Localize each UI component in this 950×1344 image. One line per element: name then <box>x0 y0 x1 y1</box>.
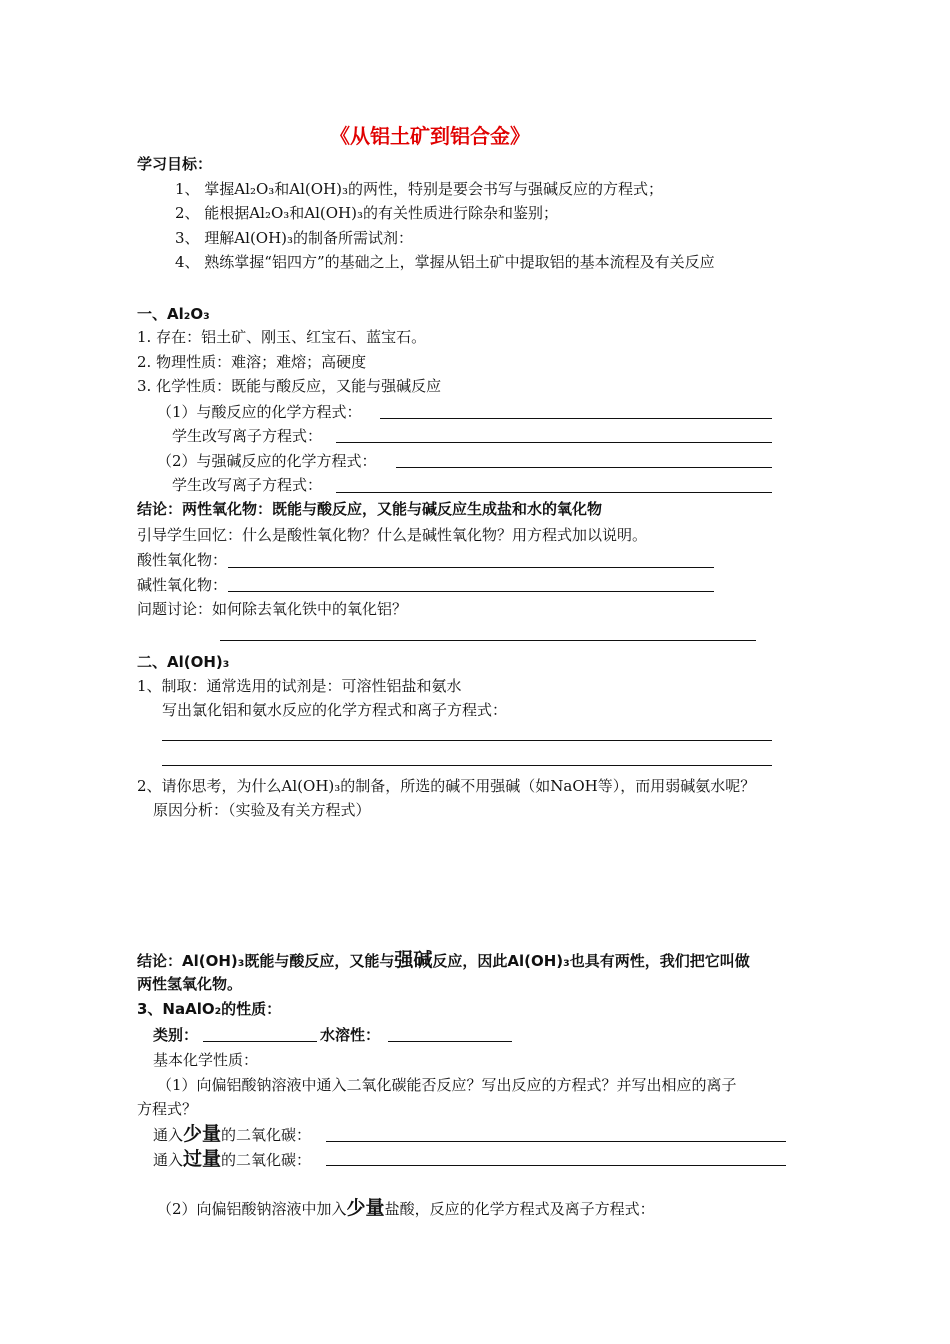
objectives-heading: 学习目标： <box>137 155 213 173</box>
little-co2-prompt <box>153 1124 311 1145</box>
category-blank[interactable] <box>203 1041 317 1042</box>
basic-oxide-label: 碱性氧化物： <box>137 576 228 594</box>
little-emphasis: 少量 <box>183 1123 222 1145</box>
excess-co2-post: 的二氧化碳： <box>221 1151 312 1169</box>
objective-item-2: 2、 能根据Al₂O₃和Al(OH)₃的有关性质进行除杂和鉴别； <box>175 204 558 222</box>
acid-reaction-prompt: （1）与酸反应的化学方程式： <box>157 403 362 421</box>
existence-line: 1. 存在：铝土矿、刚玉、红宝石、蓝宝石。 <box>137 328 427 346</box>
category-label: 类别： <box>153 1026 199 1044</box>
hcl-question-post: 盐酸，反应的化学方程式及离子方程式： <box>384 1200 655 1218</box>
hcl-question-pre: （2）向偏铝酸钠溶液中加入 <box>157 1200 347 1218</box>
discussion-prompt: 问题讨论：如何除去氧化铁中的氧化铝？ <box>137 600 408 618</box>
excess-co2-prompt <box>153 1149 311 1170</box>
base-ion-blank[interactable] <box>336 492 772 493</box>
little-co2-post: 的二氧化碳： <box>221 1126 312 1144</box>
hcl-question <box>157 1198 655 1219</box>
acid-ion-prompt: 学生改写离子方程式： <box>172 427 323 445</box>
section-1-heading: 一、Al₂O₃ <box>137 305 210 323</box>
little-co2-blank[interactable] <box>326 1141 786 1142</box>
co2-question-line-1: （1）向偏铝酸钠溶液中通入二氧化碳能否反应？写出反应的方程式？并写出相应的离子 <box>157 1076 737 1094</box>
objective-item-3: 3、 理解Al(OH)₃的制备所需试剂： <box>175 229 414 247</box>
preparation-task: 写出氯化铝和氨水反应的化学方程式和离子方程式： <box>162 701 508 719</box>
amphoteric-oxide-conclusion: 结论：两性氧化物：既能与酸反应，又能与碱反应生成盐和水的氧化物 <box>137 500 603 518</box>
conclusion-part-3: 两性氢氧化物。 <box>137 975 243 993</box>
acidic-oxide-blank[interactable] <box>228 567 714 568</box>
strong-base-emphasis: 强碱 <box>394 949 433 971</box>
base-reaction-prompt: （2）与强碱反应的化学方程式： <box>157 452 377 470</box>
basic-chemical-properties: 基本化学性质： <box>153 1051 259 1069</box>
objective-item-1: 1、 掌握Al₂O₃和Al(OH)₃的两性，特别是要会书写与强碱反应的方程式； <box>175 180 663 198</box>
physical-properties-line: 2. 物理性质：难溶；难熔；高硬度 <box>137 353 367 371</box>
base-reaction-blank[interactable] <box>396 467 772 468</box>
section-2-heading: 二、Al(OH)₃ <box>137 653 230 671</box>
preparation-line: 1、制取：通常选用的试剂是：可溶性铝盐和氨水 <box>137 677 462 695</box>
preparation-blank-2[interactable] <box>162 765 772 766</box>
acid-reaction-blank[interactable] <box>380 418 772 419</box>
objective-item-4: 4、 熟练掌握“铝四方”的基础之上，掌握从铝土矿中提取铝的基本流程及有关反应 <box>175 253 715 271</box>
preparation-blank-1[interactable] <box>162 740 772 741</box>
acidic-oxide-label: 酸性氧化物： <box>137 551 228 569</box>
excess-emphasis: 过量 <box>183 1148 222 1170</box>
amphoteric-hydroxide-conclusion <box>137 950 750 971</box>
basic-oxide-blank[interactable] <box>228 591 714 592</box>
solubility-label: 水溶性： <box>320 1026 381 1044</box>
excess-co2-pre: 通入 <box>153 1151 184 1169</box>
base-ion-prompt: 学生改写离子方程式： <box>172 476 323 494</box>
discussion-blank[interactable] <box>220 640 756 641</box>
little-co2-pre: 通入 <box>153 1126 184 1144</box>
section-3-heading: 3、NaAlO₂的性质： <box>137 1000 282 1018</box>
page-title: 《从铝土矿到铝合金》 <box>330 124 530 148</box>
conclusion-part-2: 反应，因此Al(OH)₃也具有两性，我们把它叫做 <box>432 952 750 970</box>
chemical-properties-line: 3. 化学性质：既能与酸反应，又能与强碱反应 <box>137 377 442 395</box>
recall-prompt: 引导学生回忆：什么是酸性氧化物？什么是碱性氧化物？用方程式加以说明。 <box>137 526 648 544</box>
excess-co2-blank[interactable] <box>326 1165 786 1166</box>
conclusion-part-1: 结论：Al(OH)₃既能与酸反应，又能与 <box>137 952 395 970</box>
co2-question-line-2: 方程式？ <box>137 1100 198 1118</box>
think-question: 2、请你思考，为什么Al(OH)₃的制备，所选的碱不用强碱（如NaOH等），而用弱碱氨水呢？ <box>137 777 756 795</box>
solubility-blank[interactable] <box>388 1041 512 1042</box>
hcl-little-emphasis: 少量 <box>346 1197 385 1219</box>
acid-ion-blank[interactable] <box>336 442 772 443</box>
reason-analysis: 原因分析：（实验及有关方程式） <box>153 801 371 819</box>
